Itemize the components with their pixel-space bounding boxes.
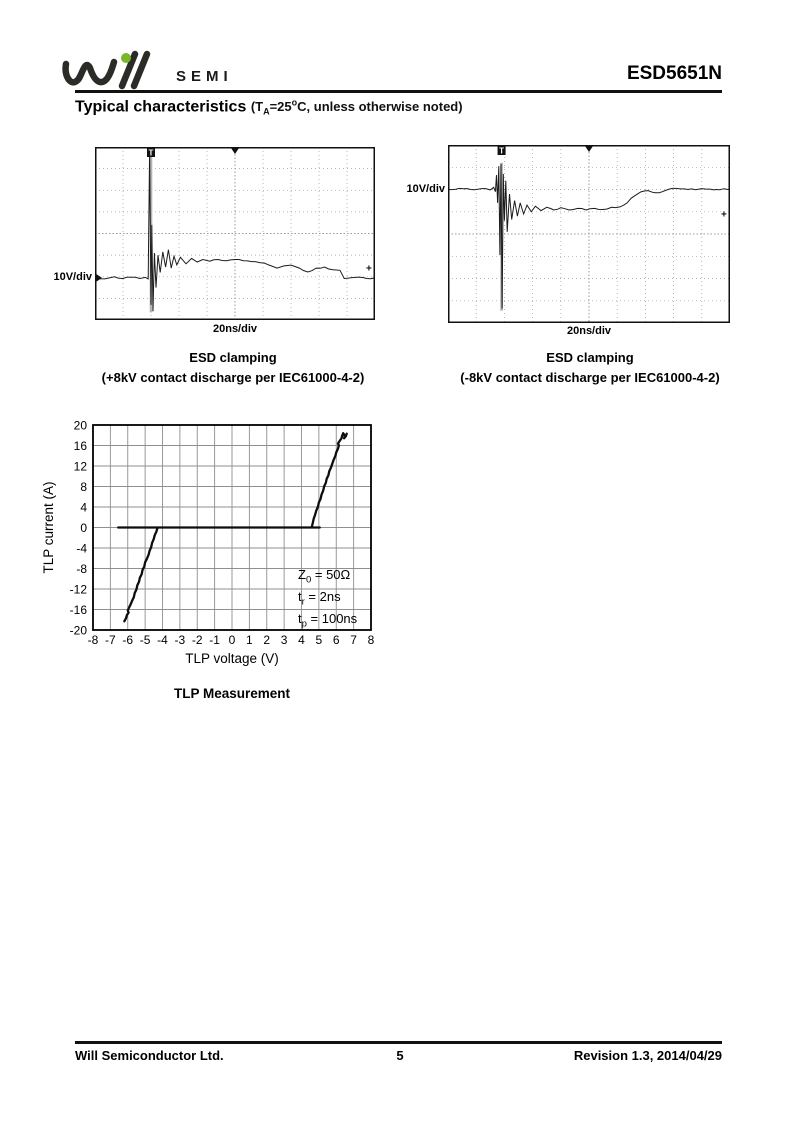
svg-text:0: 0 bbox=[80, 521, 87, 535]
condition-subscript: A bbox=[263, 106, 270, 117]
part-number: ESD5651N bbox=[626, 63, 722, 84]
svg-text:-8: -8 bbox=[87, 633, 99, 647]
svg-text:3: 3 bbox=[280, 633, 288, 647]
scope-neg-hscale-label: 20ns/div bbox=[566, 325, 612, 337]
logo-green-dot bbox=[121, 53, 131, 63]
section-title: Typical characteristics bbox=[75, 98, 247, 116]
svg-text:-5: -5 bbox=[139, 633, 151, 647]
svg-text:2: 2 bbox=[263, 633, 271, 647]
svg-text:1: 1 bbox=[246, 633, 253, 647]
svg-text:TLP voltage (V): TLP voltage (V) bbox=[185, 651, 279, 666]
section-condition bbox=[250, 98, 463, 117]
svg-text:7: 7 bbox=[350, 633, 357, 647]
svg-text:-8: -8 bbox=[76, 562, 87, 576]
svg-text:-4: -4 bbox=[157, 633, 168, 647]
footer-revision: Revision 1.3, 2014/04/29 bbox=[573, 1048, 722, 1063]
scope-minus8kv-figure bbox=[448, 145, 730, 323]
svg-text:TLP current (A): TLP current (A) bbox=[41, 481, 56, 574]
svg-text:-1: -1 bbox=[209, 633, 220, 647]
svg-text:+: + bbox=[721, 209, 727, 221]
scope-pos-hscale-label: 20ns/div bbox=[212, 323, 258, 335]
svg-text:-7: -7 bbox=[105, 633, 116, 647]
condition-pre: (T bbox=[250, 99, 264, 115]
will-semi-logo-icon bbox=[62, 48, 154, 90]
scope-neg-caption-title: ESD clamping bbox=[546, 350, 634, 365]
condition-eq: =25 bbox=[269, 99, 292, 115]
svg-text:8: 8 bbox=[367, 633, 375, 647]
svg-text:tp = 100ns: $t_p = 100ns$ bbox=[298, 611, 358, 630]
svg-text:Z0 = 50Ω: $Z_0 = 50\Omega$ bbox=[298, 567, 351, 586]
svg-text:4: 4 bbox=[80, 500, 87, 515]
svg-text:+: + bbox=[366, 263, 372, 275]
scope-neg-caption-detail: (-8kV contact discharge per IEC61000-4-2) bbox=[460, 370, 720, 385]
svg-text:-3: -3 bbox=[174, 633, 186, 647]
condition-superscript: o bbox=[291, 98, 298, 108]
brand-wordmark: SEMI bbox=[176, 68, 233, 85]
condition-post: C, unless otherwise noted) bbox=[297, 99, 463, 115]
scope-neg-vscale-label: 10V/div bbox=[406, 183, 445, 195]
svg-text:-12: -12 bbox=[69, 582, 87, 597]
svg-text:16: 16 bbox=[73, 439, 87, 453]
svg-text:tr = 2ns: $t_r = 2ns$ bbox=[298, 589, 341, 608]
svg-text:4: 4 bbox=[298, 633, 305, 647]
footer-company: Will Semiconductor Ltd. bbox=[75, 1048, 224, 1063]
scope-plus8kv-figure bbox=[95, 147, 375, 320]
svg-text:0: 0 bbox=[228, 633, 236, 647]
scope-pos-vscale-label: 10V/div bbox=[53, 271, 92, 283]
svg-text:-16: -16 bbox=[69, 603, 87, 617]
scope-pos-caption-title: ESD clamping bbox=[189, 350, 277, 365]
svg-text:20: 20 bbox=[73, 418, 87, 433]
scope-pos-caption-detail: (+8kV contact discharge per IEC61000-4-2) bbox=[101, 370, 365, 385]
header-rule bbox=[75, 90, 722, 93]
section-heading bbox=[75, 98, 463, 117]
svg-text:-2: -2 bbox=[191, 633, 203, 647]
footer-page-number: 5 bbox=[396, 1048, 404, 1063]
svg-text:8: 8 bbox=[80, 480, 87, 494]
tlp-measurement-chart bbox=[40, 416, 385, 676]
svg-text:T: T bbox=[148, 148, 154, 158]
svg-text:-4: -4 bbox=[76, 541, 87, 556]
svg-text:6: 6 bbox=[332, 633, 340, 647]
svg-text:-20: -20 bbox=[69, 623, 87, 638]
svg-text:-6: -6 bbox=[122, 633, 134, 647]
tlp-caption: TLP Measurement bbox=[173, 686, 291, 701]
svg-text:12: 12 bbox=[73, 459, 87, 474]
svg-text:T: T bbox=[499, 146, 505, 156]
svg-text:5: 5 bbox=[315, 633, 323, 647]
footer-rule bbox=[75, 1041, 722, 1044]
